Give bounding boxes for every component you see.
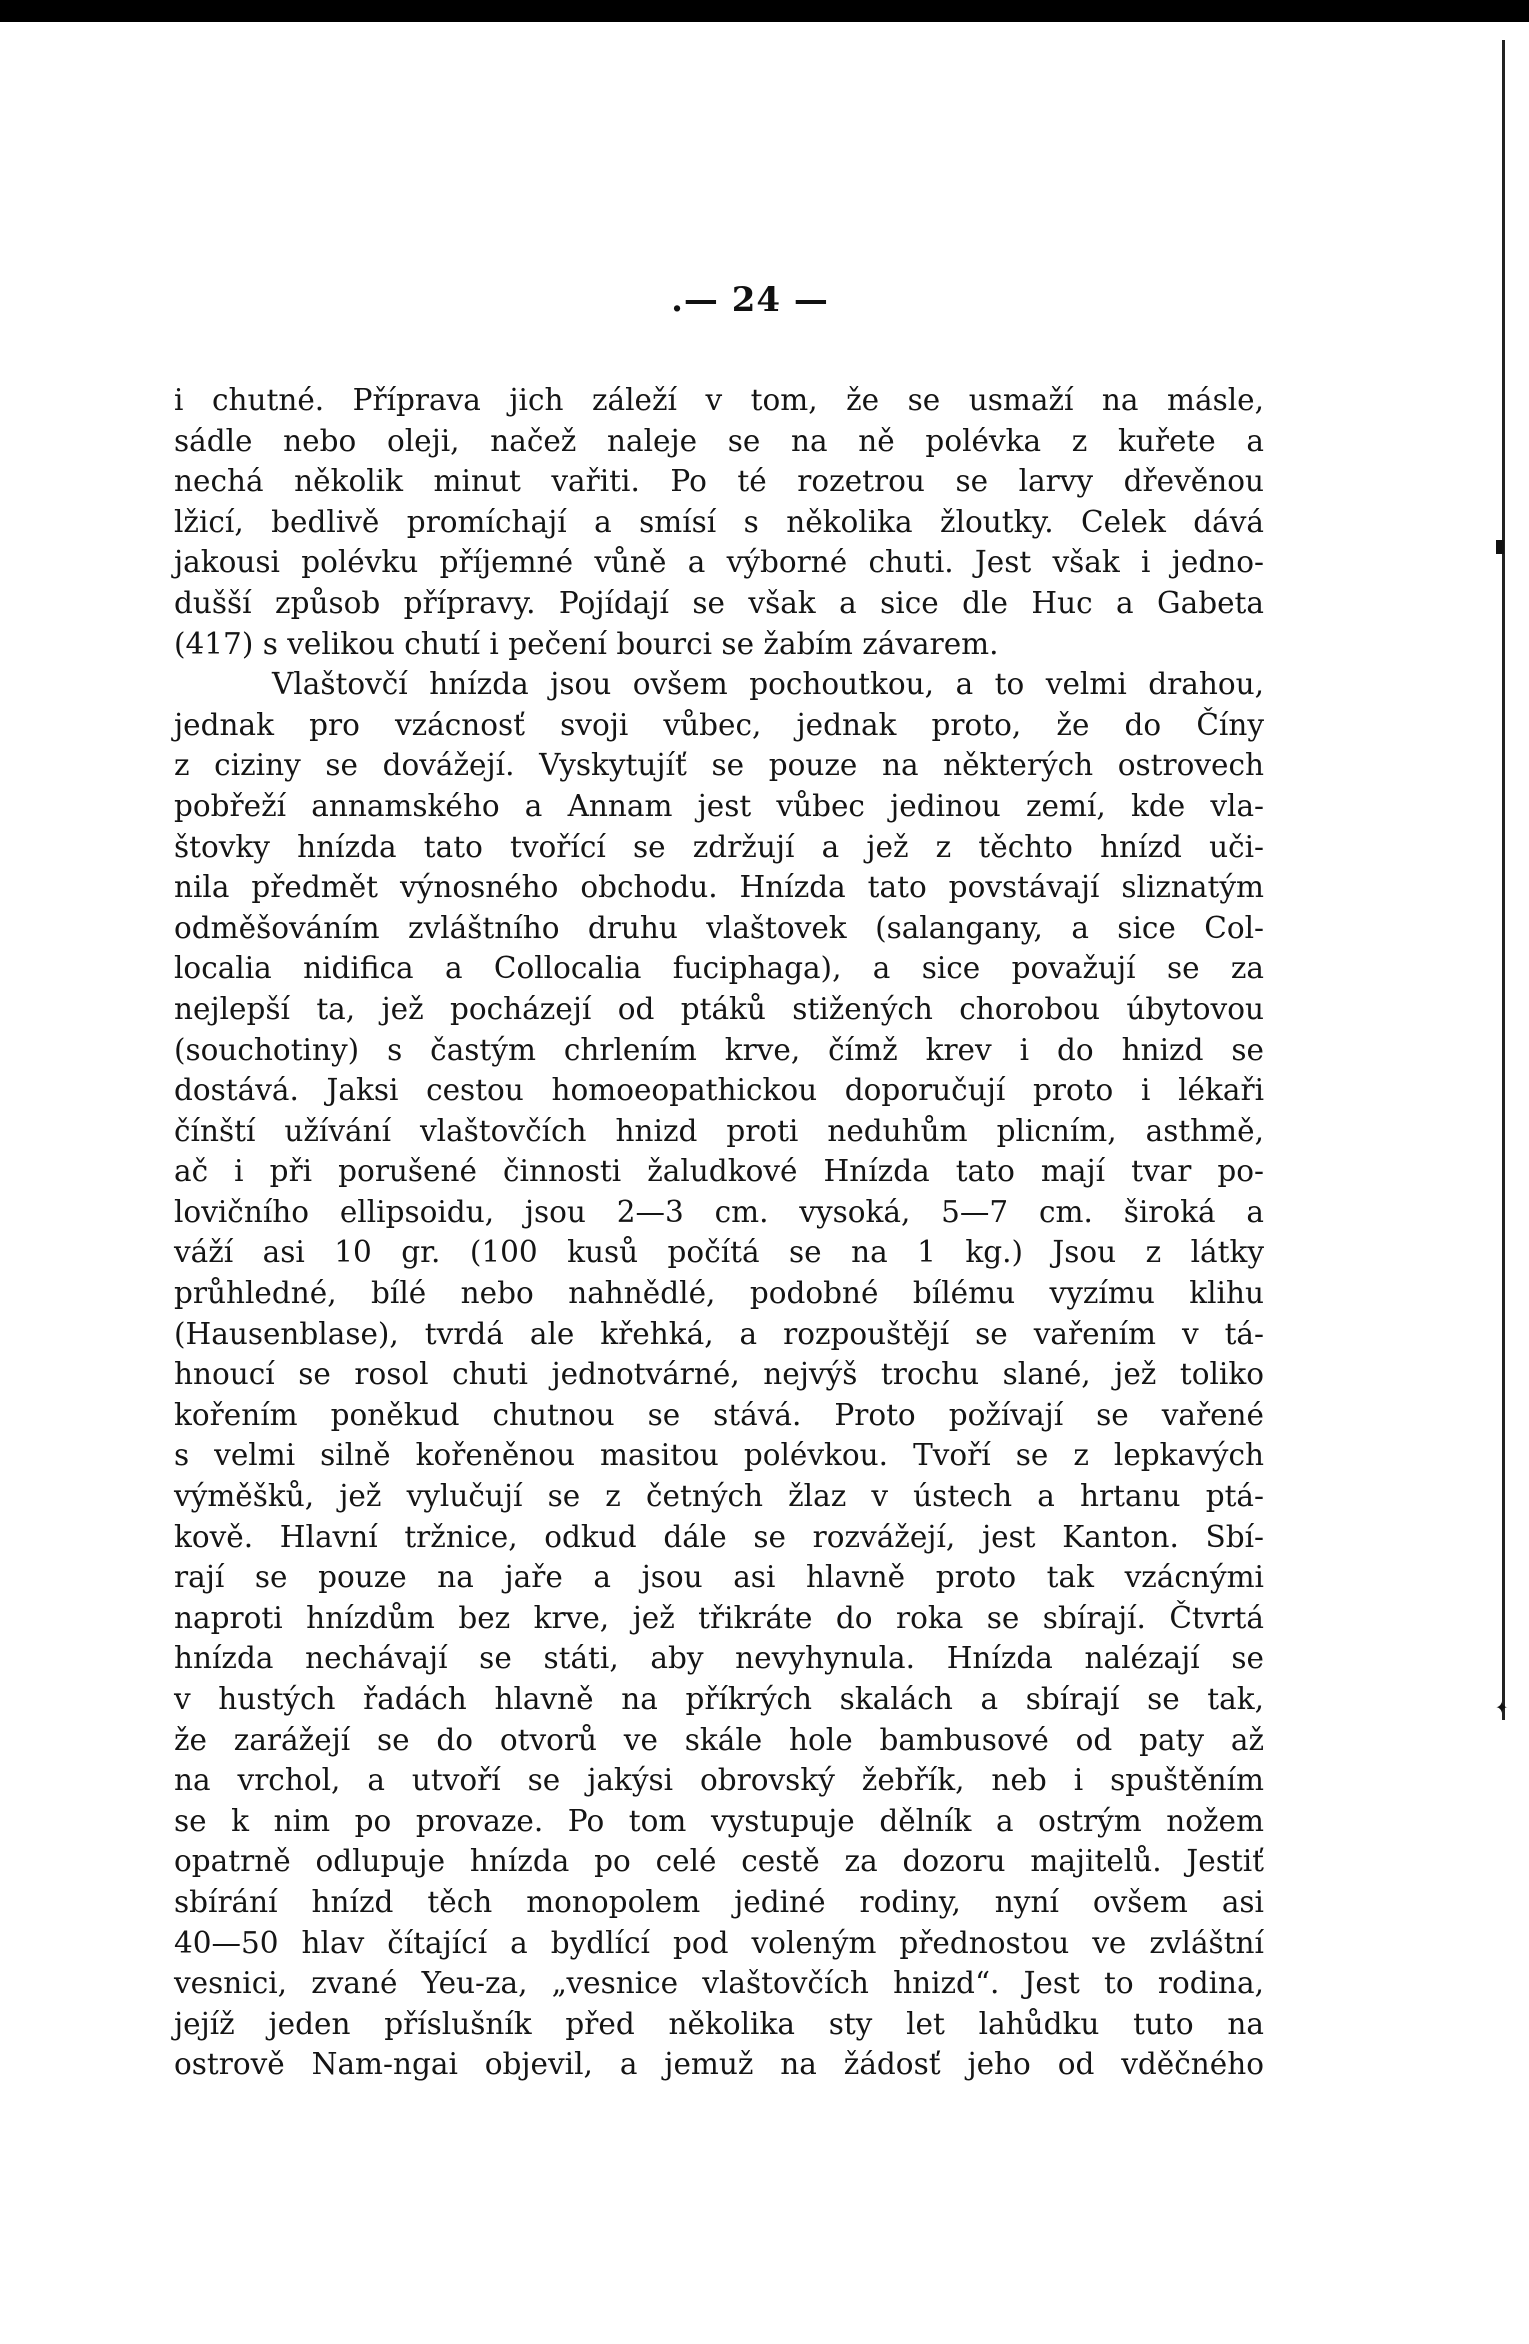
binding-edge-line	[1502, 40, 1505, 1720]
text-line: lžicí, bedlivě promíchají a smísí s několika žloutky. Celek dává	[174, 504, 1264, 539]
text-line: výměšků, jež vylučují se z četných žlaz v ústech a hrtanu ptá-	[174, 1479, 1264, 1514]
text-line: průhledné, bílé nebo nahnědlé, podobné bílému vyzímu klihu	[174, 1276, 1264, 1311]
text-line: hnoucí se rosol chuti jednotvárné, nejvýš trochu slané, jež toliko	[174, 1357, 1264, 1392]
text-line: localia nidifica a Collocalia fuciphaga), a sice považují se za	[174, 951, 1264, 986]
text-line: Vlaštovčí hnízda jsou ovšem pochoutkou, a to velmi drahou,	[272, 667, 1264, 702]
edge-diamond-icon: ✦	[1495, 1698, 1509, 1717]
edge-mark	[1496, 540, 1504, 554]
text-line: (Hausenblase), tvrdá ale křehká, a rozpouštějí se vařením v tá-	[174, 1316, 1264, 1351]
body-text	[174, 380, 1264, 2085]
text-line: jednak pro vzácnosť svoji vůbec, jednak proto, že do Číny	[174, 707, 1264, 742]
text-line: v hustých řadách hlavně na příkrých skalách a sbírají se tak,	[174, 1682, 1264, 1716]
text-line: jejíž jeden příslušník před několika sty let lahůdku tuto na	[174, 2006, 1264, 2041]
text-line: ostrově Nam-ngai objevil, a jemuž na žádosť jeho od vděčného	[174, 2047, 1264, 2082]
text-line: vesnici, zvané Yeu-za, „vesnice vlaštovčích hnizd“. Jest to rodina,	[174, 1966, 1264, 2001]
text-line: i chutné. Příprava jich záleží v tom, že se usmaží na másle,	[174, 383, 1264, 417]
text-line: hnízda nechávají se státi, aby nevyhynula. Hnízda nalézají se	[174, 1641, 1264, 1676]
text-line: pobřeží annamského a Annam jest vůbec jedinou zemí, kde vla-	[174, 788, 1264, 823]
text-line: z ciziny se dovážejí. Vyskytujíť se pouze na některých ostrovech	[174, 748, 1264, 783]
text-line: dušší způsob přípravy. Pojídají se však a sice dle Huc a Gabeta	[174, 585, 1264, 620]
text-line: lovičního ellipsoidu, jsou 2—3 cm. vysoká, 5—7 cm. široká a	[174, 1194, 1264, 1229]
text-line: štovky hnízda tato tvořící se zdržují a jež z těchto hnízd uči-	[174, 829, 1264, 864]
text-line: sbírání hnízd těch monopolem jediné rodiny, nyní ovšem asi	[174, 1884, 1264, 1919]
text-line: jakousi polévku příjemné vůně a výborné chuti. Jest však i jedno-	[174, 545, 1264, 580]
text-line: kořením poněkud chutnou se stává. Proto požívají se vařené	[174, 1397, 1264, 1432]
text-line: opatrně odlupuje hnízda po celé cestě za dozoru majitelů. Jestiť	[174, 1844, 1264, 1879]
text-line: nechá několik minut vařiti. Po té rozetrou se larvy dřevěnou	[174, 464, 1264, 499]
text-line: váží asi 10 gr. (100 kusů počítá se na 1 kg.) Jsou z látky	[174, 1235, 1264, 1270]
text-line: čínští užívání vlaštovčích hnizd proti neduhům plicním, asthmě,	[174, 1113, 1264, 1148]
text-line: naproti hnízdům bez krve, jež třikráte do roka se sbírají. Čtvrtá	[174, 1600, 1264, 1635]
text-line: (souchotiny) s častým chrlením krve, čímž krev i do hnizd se	[174, 1032, 1264, 1067]
text-line: ač i při porušené činnosti žaludkové Hnízda tato mají tvar po-	[174, 1154, 1264, 1189]
text-line: 40—50 hlav čítající a bydlící pod voleným přednostou ve zvláštní	[174, 1925, 1264, 1960]
text-line: na vrchol, a utvoří se jakýsi obrovský žebřík, neb i spuštěním	[174, 1763, 1264, 1798]
text-line: nejlepší ta, jež pocházejí od ptáků stižených chorobou úbytovou	[174, 991, 1264, 1026]
text-line: se k nim po provaze. Po tom vystupuje dělník a ostrým nožem	[174, 1803, 1264, 1838]
text-line: odměšováním zvláštního druhu vlaštovek (salangany, a sice Col-	[174, 910, 1264, 945]
text-line: rají se pouze na jaře a jsou asi hlavně proto tak vzácnými	[174, 1560, 1264, 1595]
text-line: dostává. Jaksi cestou homoeopathickou doporučují proto i lékaři	[174, 1073, 1264, 1108]
text-line: (417) s velikou chutí i pečení bourci se žabím závarem.	[174, 626, 999, 661]
page-number: .— 24 —	[671, 280, 829, 320]
text-line: že zarážejí se do otvorů ve skále hole bambusové od paty až	[174, 1722, 1264, 1757]
text-line: kově. Hlavní tržnice, odkud dále se rozvážejí, jest Kanton. Sbí-	[174, 1519, 1264, 1554]
text-line: sádle nebo oleji, načež naleje se na ně polévka z kuřete a	[174, 423, 1264, 458]
text-line: nila předmět výnosného obchodu. Hnízda tato povstávají sliznatým	[174, 870, 1264, 905]
text-line: s velmi silně kořeněnou masitou polévkou. Tvoří se z lepkavých	[174, 1438, 1264, 1473]
